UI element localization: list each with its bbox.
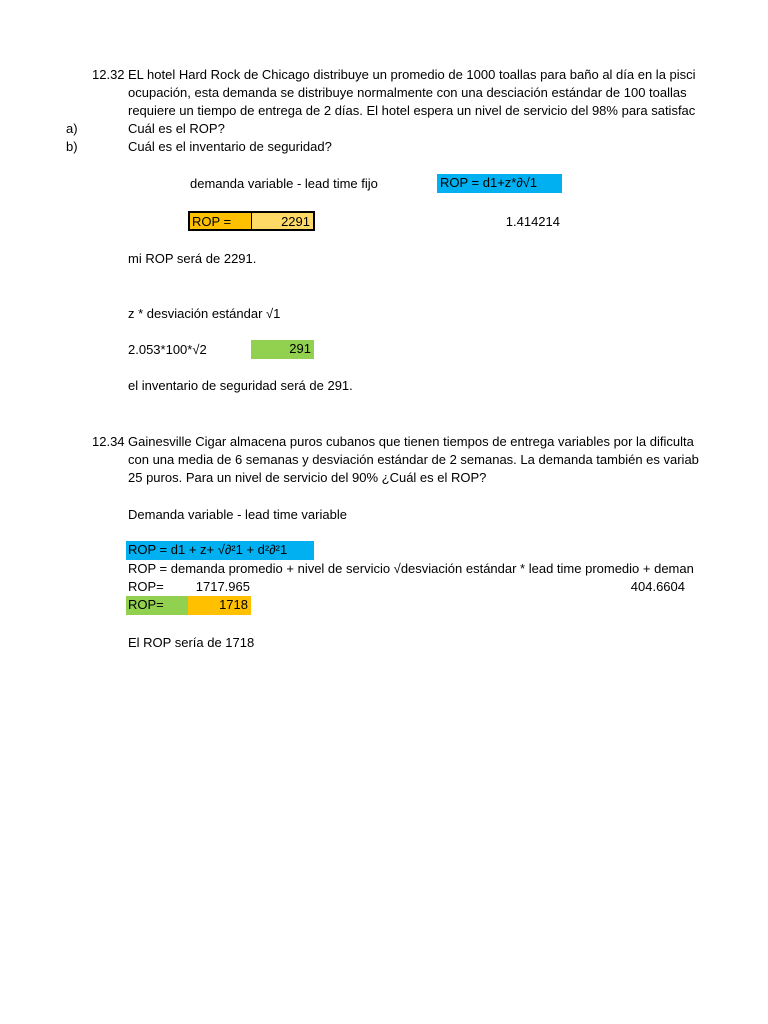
problem-2-number: 12.34 xyxy=(92,434,125,449)
safety-stock-value-cell[interactable] xyxy=(251,340,314,359)
rop-label: ROP = xyxy=(192,214,232,229)
problem-2-rop-round-label-cell[interactable] xyxy=(126,596,188,615)
rop-value: 2291 xyxy=(281,214,310,229)
problem-2-formula-cell[interactable] xyxy=(126,541,314,560)
sqrt-value: 1.414214 xyxy=(505,214,560,229)
problem-2-formula: ROP = d1 + z+ √∂²1 + d²∂²1 xyxy=(128,542,288,557)
problem-2-rop-label: ROP= xyxy=(128,579,164,594)
safety-stock-heading: z * desviación estándar √1 xyxy=(128,306,281,321)
problem-2-line-3: 25 puros. Para un nivel de servicio del 90% ¿Cuál es el ROP? xyxy=(128,470,487,485)
problem-2-conclusion: El ROP sería de 1718 xyxy=(128,635,255,650)
problem-2-line-1: Gainesville Cigar almacena puros cubanos que tienen tiempos de entrega variables por la dificulta xyxy=(128,434,694,449)
question-a-text: Cuál es el ROP? xyxy=(128,121,225,136)
problem-1-line-3: requiere un tiempo de entrega de 2 días. El hotel espera un nivel de servicio del 98% para satisfac xyxy=(128,103,696,118)
problem-2-rop-round-label: ROP= xyxy=(128,597,164,612)
problem-1-formula-cell[interactable] xyxy=(437,174,562,193)
question-b-text: Cuál es el inventario de seguridad? xyxy=(128,139,332,154)
rop-value-cell[interactable] xyxy=(252,211,315,231)
safety-stock-formula: 2.053*100*√2 xyxy=(128,342,207,357)
problem-2-case: Demanda variable - lead time variable xyxy=(128,507,347,522)
problem-2-side-value: 404.6604 xyxy=(630,579,685,594)
problem-1-line-1: EL hotel Hard Rock de Chicago distribuye un promedio de 1000 toallas para baño al día en la pisci xyxy=(128,67,696,82)
rop-label-cell[interactable] xyxy=(188,211,252,231)
problem-2-rop-round-value: 1718 xyxy=(219,597,248,612)
rop-conclusion: mi ROP será de 2291. xyxy=(128,251,257,266)
problem-2-line-2: con una media de 6 semanas y desviación estándar de 2 semanas. La demanda también es variab xyxy=(128,452,699,467)
safety-stock-conclusion: el inventario de seguridad será de 291. xyxy=(128,378,353,393)
problem-1-case: demanda variable - lead time fijo xyxy=(190,176,378,191)
safety-stock-value: 291 xyxy=(289,341,311,356)
problem-1-number: 12.32 xyxy=(92,67,125,82)
problem-2-rop-round-value-cell[interactable] xyxy=(188,596,251,615)
problem-1-formula: ROP = d1+z*∂√1 xyxy=(440,175,538,190)
problem-2-rop-value: 1717.965 xyxy=(195,579,250,594)
question-b-label: b) xyxy=(66,139,78,154)
problem-1-line-2: ocupación, esta demanda se distribuye normalmente con una desciación estándar de 100 toallas xyxy=(128,85,687,100)
question-a-label: a) xyxy=(66,121,78,136)
problem-2-formula-words: ROP = demanda promedio + nivel de servicio √desviación estándar * lead time promedio + deman xyxy=(128,561,694,576)
